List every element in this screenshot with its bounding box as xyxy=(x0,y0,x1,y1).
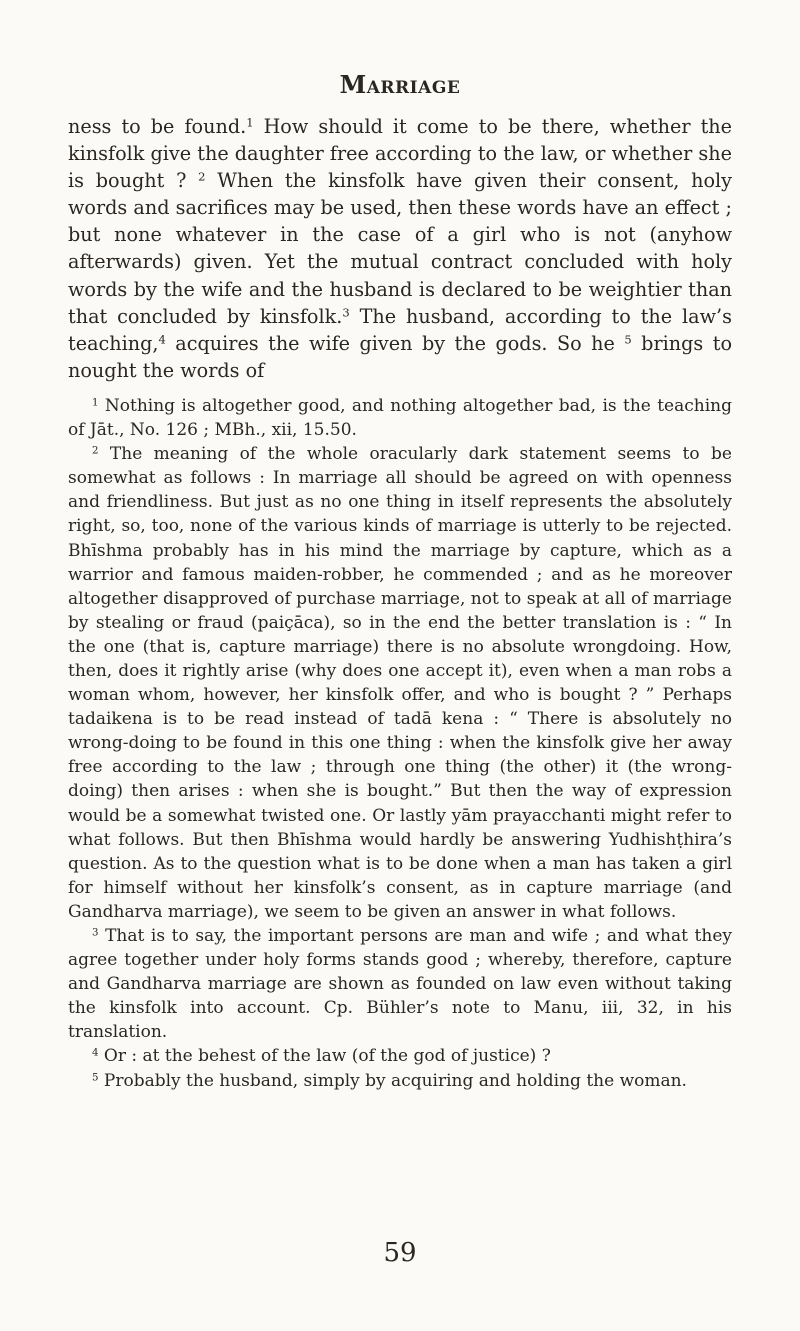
footnote-text: That is to say, the important persons are man and wife ; and what they agree together under holy forms stands good ; whereby, therefore, capture and Gandharva marriage are shown as founded on law even without taking the kinsfolk into account. Cp. Bühler’s note to Manu, iii, 32, in his translation. xyxy=(68,926,732,1043)
footnote-ref-1: 1 xyxy=(246,115,254,130)
footnote-number: 3 xyxy=(92,927,99,939)
footnote-1 xyxy=(68,394,732,442)
running-head: Marriage xyxy=(339,70,461,99)
body-text-segment: acquires the wife given by the gods. So he xyxy=(165,331,625,355)
footnote-text: Probably the husband, simply by acquiring and holding the woman. xyxy=(103,1070,687,1091)
body-text-segment: brings to nought the words of xyxy=(68,331,732,382)
footnote-text: The meaning of the whole oracularly dark statement seems to be somewhat as follows : In marriage all should be agreed on with openness and friendliness. But just as no one thing in itself represents the absolutely right, so, too, none of the various kinds of marriage is utterly to be rejected. Bhīshma probably has in his mind the marriage by capture, which as a warrior and famous maiden-robber, he commended ; and as he moreover altogether disapproved of purchase marriage, not to speak at all of marriage by stealing or fraud (paiçāca), so in the end the better translation is : “ In the one (that is, capture marriage) there is no absolute wrongdoing. How, then, does it rightly arise (why does one accept it), even when a man robs a woman whom, however, her kinsfolk offer, and who is bought ? ” Perhaps tadaikena is to be read instead of tadā kena : “ There is absolutely no wrong-doing to be found in this one thing : when the kinsfolk give her away free according to the law ; through one thing (the other) it (the wrong-doing) then arises : when she is bought.” But then the way of expression would be a somewhat twisted one. Or lastly yām prayacchanti might refer to what follows. But then Bhīshma would hardly be answering Yudhishṭhira’s question. As to the question what is to be done when a man has taken a girl for himself without her kinsfolk’s consent, as in capture marriage (and Gandharva marriage), we seem to be given an answer in what follows. xyxy=(68,444,732,922)
body-paragraph xyxy=(68,113,732,384)
footnote-ref-2: 2 xyxy=(198,169,206,184)
footnote-4 xyxy=(68,1044,732,1068)
footnote-number: 1 xyxy=(92,397,99,409)
page-number: 59 xyxy=(383,1238,417,1268)
footnote-ref-4: 4 xyxy=(158,332,166,347)
footnote-3 xyxy=(68,924,732,1044)
footnote-text: Or : at the behest of the law (of the god of justice) ? xyxy=(103,1046,551,1067)
footnote-text: Nothing is altogether good, and nothing altogether bad, is the teaching of Jāt., No. 126 ; MBh., xii, 15.50. xyxy=(68,395,732,441)
body-text-segment: The husband, according to the law’s teaching, xyxy=(68,304,732,355)
footnote-2 xyxy=(68,442,732,924)
footnote-5 xyxy=(68,1069,732,1093)
page xyxy=(68,70,732,1093)
footnote-number: 5 xyxy=(92,1071,99,1083)
footnote-ref-5: 5 xyxy=(624,332,632,347)
footnotes xyxy=(68,394,732,1093)
footnote-ref-3: 3 xyxy=(342,305,350,320)
body-text-segment: When the kinsfolk have given their consent, holy words and sacrifices may be used, then these words have an effect ; but none whatever in the case of a girl who is not (anyhow afterwards) given. Yet the mutual contract concluded with holy words by the wife and the husband is declared to be weightier than that concluded by kinsfolk. xyxy=(68,169,732,328)
footnote-number: 4 xyxy=(92,1047,99,1059)
body-text-segment: How should it come to be there, whether the kinsfolk give the daughter free according to the law, or whether she is bought ? xyxy=(68,115,732,193)
body-text-segment: ness to be found. xyxy=(68,115,247,138)
footnote-number: 2 xyxy=(92,445,99,457)
